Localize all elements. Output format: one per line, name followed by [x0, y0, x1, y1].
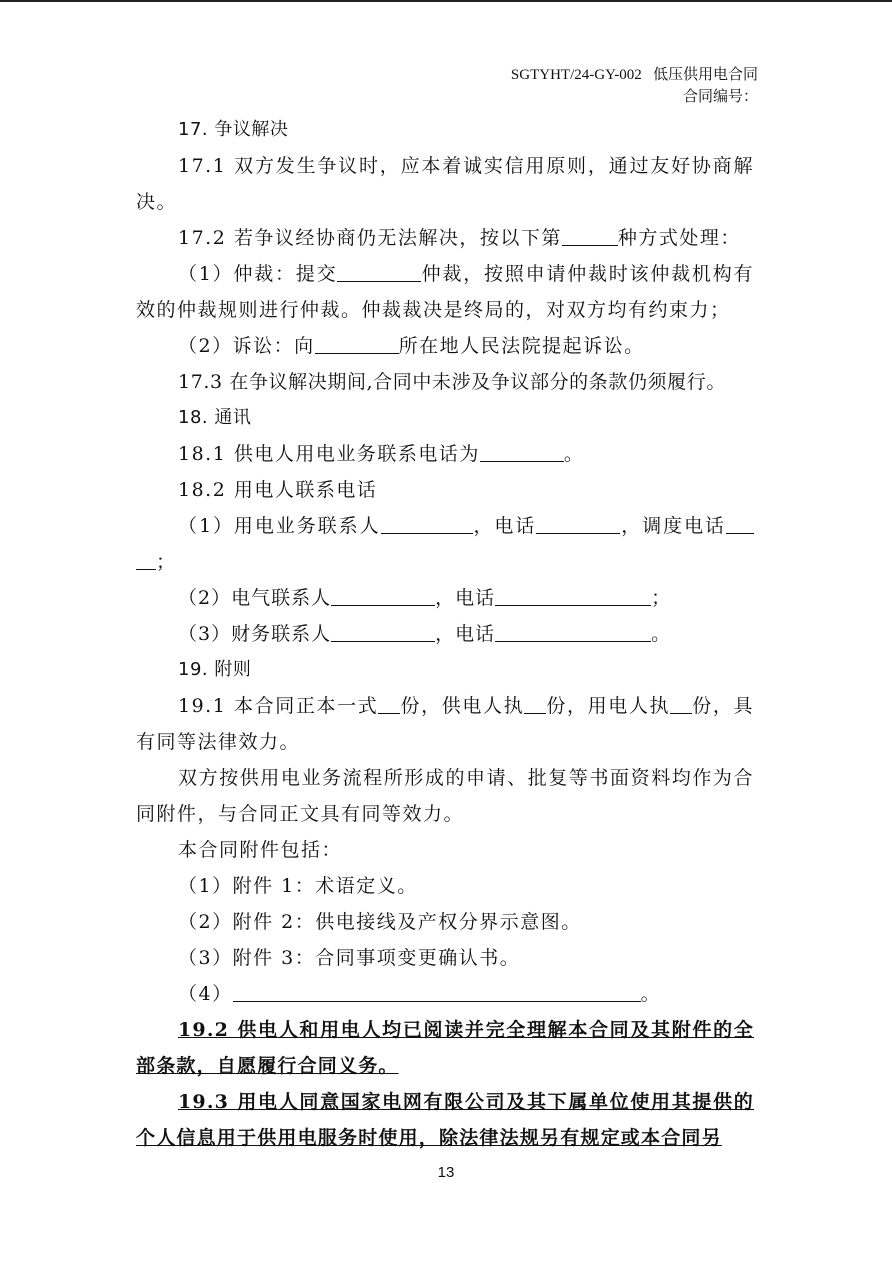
- litigation-text-b: 所在地人民法院提起诉讼。: [398, 335, 645, 357]
- clause-17-3: 17.3 在争议解决期间,合同中未涉及争议部分的条款仍须履行。: [178, 371, 726, 393]
- blank-total-copies[interactable]: [378, 693, 400, 714]
- clause-19-1-text-a: 19.1 本合同正本一式: [178, 695, 379, 717]
- blank-electrical-phone[interactable]: [495, 585, 651, 606]
- blank-business-phone[interactable]: [536, 513, 620, 534]
- blank-dispatch-phone-b[interactable]: [136, 549, 156, 570]
- clause-18-1: [136, 436, 754, 472]
- header-line-1: [511, 64, 758, 86]
- clause-19-2: 19.2 供电人和用电人均已阅读并完全理解本合同及其附件的全部条款，自愿履行合同义务。: [136, 1019, 754, 1077]
- attachments-intro: 本合同附件包括：: [178, 839, 343, 861]
- header-doc-title: 低压供用电合同: [652, 67, 758, 83]
- blank-finance-phone[interactable]: [495, 621, 651, 642]
- blank-method-number[interactable]: [562, 225, 618, 246]
- contact-electrical-label: （2）电气联系人: [178, 587, 332, 609]
- blank-electrical-contact[interactable]: [331, 585, 435, 606]
- clause-19-attachments-note: 双方按供用电业务流程所形成的申请、批复等书面资料均作为合同附件，与合同正文具有同等效力。: [136, 767, 754, 825]
- contact-business-phone-label: ，电话: [472, 515, 537, 537]
- contact-business-end: ；: [156, 551, 177, 573]
- clause-18-2: 18.2 用电人联系电话: [178, 479, 378, 501]
- clause-19-1: [136, 688, 754, 760]
- contact-business: [136, 508, 754, 580]
- arbitration-text-b: 仲裁，按照申请仲裁时该仲裁机构有效的仲裁规则进行仲裁。仲裁裁决是终局的，对双方均有约束力；: [136, 263, 754, 321]
- arbitration-text-a: （1）仲裁：提交: [178, 263, 338, 285]
- blank-court-location[interactable]: [315, 333, 399, 354]
- contact-electrical: [136, 580, 754, 616]
- attachment-2: （2）附件 2：供电接线及产权分界示意图。: [178, 911, 582, 933]
- contact-electrical-phone-label: ，电话: [435, 587, 496, 609]
- attachment-4-label: （4）: [178, 983, 233, 1005]
- page-number: 13: [437, 1164, 455, 1181]
- contact-finance-end: 。: [651, 623, 672, 645]
- section-18-heading: 18. 通讯: [178, 407, 252, 428]
- clause-17-2-text-a: 17.2 若争议经协商仍无法解决，按以下第: [178, 227, 562, 249]
- clause-19-1-text-d: 份，具有同等法律效力。: [136, 695, 754, 753]
- contact-electrical-end: ；: [651, 587, 672, 609]
- clause-18-1-text-b: 。: [563, 443, 585, 465]
- clause-19-3: 19.3 用电人同意国家电网有限公司及其下属单位使用其提供的个人信息用于供用电服务时使用，除法律法规另有规定或本合同另: [136, 1091, 754, 1149]
- contact-business-label: （1）用电业务联系人: [178, 515, 381, 537]
- blank-user-copies[interactable]: [670, 693, 692, 714]
- clause-17-2-arbitration: [136, 256, 754, 328]
- header-code: SGTYHT/24-GY-002: [510, 67, 642, 83]
- attachment-1: （1）附件 1：术语定义。: [178, 875, 418, 897]
- clause-19-1-text-b: 份，供电人执: [400, 695, 525, 717]
- blank-arbitration-body[interactable]: [337, 261, 421, 282]
- clause-17-2: [136, 220, 754, 256]
- contact-finance-phone-label: ，电话: [435, 623, 496, 645]
- contact-finance: [136, 616, 754, 652]
- header-contract-no: 合同编号：: [682, 89, 758, 105]
- blank-dispatch-phone-a[interactable]: [726, 513, 754, 534]
- clause-17-1: 17.1 双方发生争议时，应本着诚实信用原则，通过友好协商解决。: [136, 155, 754, 213]
- clause-17-2-litigation: [136, 328, 754, 364]
- document-body: [136, 112, 754, 1156]
- blank-supplier-copies[interactable]: [524, 693, 546, 714]
- clause-17-2-text-b: 种方式处理：: [617, 227, 741, 249]
- contact-finance-label: （3）财务联系人: [178, 623, 332, 645]
- blank-finance-contact[interactable]: [331, 621, 435, 642]
- section-17-heading: 17. 争议解决: [178, 119, 289, 140]
- section-19-heading: 19. 附则: [178, 659, 252, 680]
- blank-supplier-phone[interactable]: [480, 441, 564, 462]
- attachment-4-end: 。: [640, 983, 662, 1005]
- contact-dispatch-label: ，调度电话: [620, 515, 726, 537]
- litigation-text-a: （2）诉讼：向: [178, 335, 315, 357]
- blank-business-contact[interactable]: [381, 513, 473, 534]
- top-border-line: [0, 0, 892, 2]
- page-header: [511, 64, 758, 108]
- attachment-3: （3）附件 3：合同事项变更确认书。: [178, 947, 521, 969]
- clause-18-1-text-a: 18.1 供电人用电业务联系电话为: [178, 443, 480, 465]
- blank-attachment-4[interactable]: [233, 981, 641, 1002]
- clause-19-1-text-c: 份，用电人执: [546, 695, 671, 717]
- attachment-4: [136, 976, 754, 1012]
